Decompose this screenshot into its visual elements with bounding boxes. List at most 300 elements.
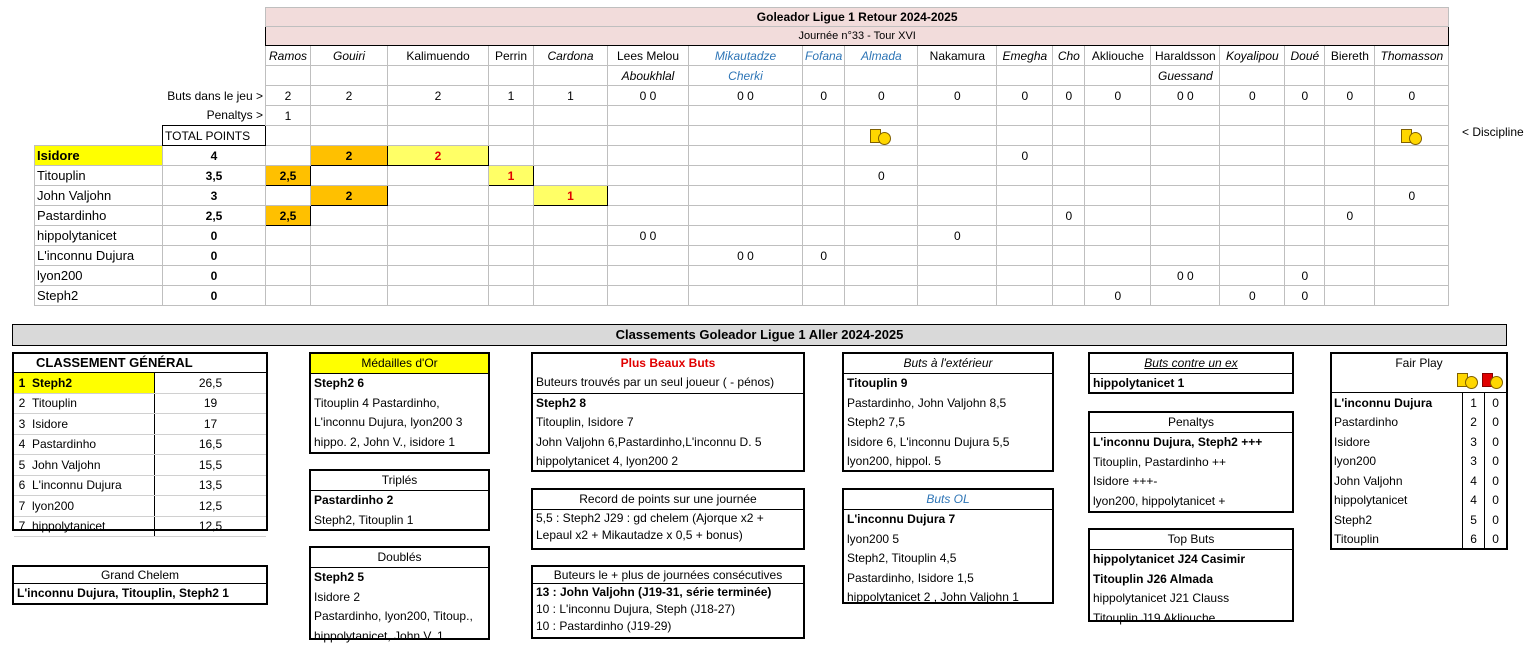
score-cell [918,286,997,306]
classement-row [14,393,266,414]
buts-ol-lines [844,510,1052,608]
score-cell [388,286,489,306]
score-cell: 0 [1285,266,1325,286]
player-header-2 [1085,66,1151,86]
buts-row [35,86,1449,106]
score-cell [388,186,489,206]
text-line: L'inconnu Dujura, Steph2 +++ [1093,435,1263,449]
score-cell [689,206,803,226]
score-cell: 0 [1375,186,1449,206]
record-box [531,488,805,550]
classement-row [14,475,266,496]
classement-row [14,516,266,537]
score-cell [311,206,388,226]
classement-row [14,373,266,393]
player-total: 4 [163,146,266,166]
text-line: Isidore +++- [1093,474,1158,488]
points: 13,5 [155,475,267,496]
total-header-cell [803,126,845,146]
score-cell [997,286,1053,306]
player-header-2 [997,66,1053,86]
top-buts-title: Top Buts [1090,530,1292,550]
doubles-lines [311,568,488,646]
name: Pastardinho [1334,415,1399,430]
total-header-cell [918,126,997,146]
score-cell [1085,246,1151,266]
score-cell [1151,226,1220,246]
score-cell [608,246,689,266]
red-card-smiley-icon [1482,373,1504,387]
total-header-cell [1220,126,1285,146]
player-header: Haraldsson [1151,46,1220,66]
score-cell: 0 [1325,206,1375,226]
rank: 1 [14,373,30,393]
score-cell [1220,226,1285,246]
player-name: hippolytanicet [35,226,163,246]
score-cell [845,146,918,166]
score-cell: 0 [1220,286,1285,306]
text-line: Steph2, Titouplin 4,5 [847,551,957,565]
player-header-2 [1375,66,1449,86]
text-line: Steph2 7,5 [847,415,906,429]
points: 12,5 [155,516,267,537]
score-cell [388,166,489,186]
penalty-cell [311,106,388,126]
player-header-2 [489,66,534,86]
consecutives-box [531,565,805,639]
score-cell [311,246,388,266]
score-cell [1325,186,1375,206]
triples-box [309,469,490,531]
score-cell: 2 [388,146,489,166]
classement-general-table [14,373,266,537]
score-cell: 1 [489,166,534,186]
red-count: 0 [1485,432,1506,452]
score-cell [1325,146,1375,166]
rank: 2 [14,393,30,414]
name: lyon200 [1334,454,1377,469]
buts-cell: 0 [1085,86,1151,106]
exterieur-title: Buts à l'extérieur [844,354,1052,374]
player-header: Biereth [1325,46,1375,66]
points: 15,5 [155,455,267,476]
score-cell: 0 [1085,286,1151,306]
grand-chelem-title: Grand Chelem [14,567,266,584]
score-cell [918,186,997,206]
name: Pastardinho [30,434,155,455]
player-row [35,226,1449,246]
text-line: John Valjohn 6,Pastardinho,L'inconnu D. 5 [536,434,762,449]
score-cell [1220,146,1285,166]
player-header-2: Guessand [1151,66,1220,86]
doubles-title: Doublés [311,548,488,568]
text-line: Titouplin 4 Pastardinho, [314,395,440,410]
total-header-cell [311,126,388,146]
total-header-cell [689,126,803,146]
score-cell [918,266,997,286]
penalty-cell [608,106,689,126]
score-cell [1375,146,1449,166]
players-row-2 [35,66,1449,86]
score-cell [1375,246,1449,266]
penalty-cell [1325,106,1375,126]
text-line: Titouplin 9 [847,376,908,390]
score-cell [266,286,311,306]
buts-cell: 1 [534,86,608,106]
title-row [35,8,1449,27]
buts-cell: 0 [845,86,918,106]
score-cell [1285,146,1325,166]
penalty-cell [803,106,845,126]
player-name: Steph2 [35,286,163,306]
subtitle-row [35,27,1449,46]
rank: 7 [14,516,30,537]
score-cell: 2 [311,186,388,206]
text-line: Pastardinho, Isidore 1,5 [847,570,974,585]
text-line: 5,5 : Steph2 J29 : gd chelem (Ajorque x2 + [536,511,764,525]
fair-play-row [1332,530,1506,550]
player-header-2 [1053,66,1085,86]
score-cell [1085,266,1151,286]
total-header-cell [1325,126,1375,146]
score-cell [1053,146,1085,166]
score-cell: 0 [997,146,1053,166]
fair-play-row [1332,413,1506,433]
yellow-count: 5 [1463,510,1485,530]
player-total: 0 [163,286,266,306]
player-header: Koyalipou [1220,46,1285,66]
score-cell [1085,166,1151,186]
points: 17 [155,414,267,435]
score-cell [689,146,803,166]
player-header-2: Aboukhlal [608,66,689,86]
buts-cell: 0 [918,86,997,106]
player-name: Titouplin [35,166,163,186]
name: John Valjohn [30,455,155,476]
score-cell [1085,146,1151,166]
penalty-cell [918,106,997,126]
score-cell [803,266,845,286]
score-cell [534,266,608,286]
player-header: Akliouche [1085,46,1151,66]
player-row [35,186,1449,206]
player-header: Ramos [266,46,311,66]
yellow-count: 2 [1463,413,1485,433]
player-header-2 [1285,66,1325,86]
fair-play-row [1332,393,1506,413]
text-line: Pastardinho 2 [314,493,394,507]
score-cell [803,286,845,306]
score-cell [1285,166,1325,186]
name: L'inconnu Dujura [1334,395,1433,410]
rank: 5 [14,455,30,476]
text-line: L'inconnu Dujura 7 [847,512,956,526]
yellow-count: 3 [1463,452,1485,472]
text-line: 10 : Pastardinho (J19-29) [536,619,672,633]
page-title: Goleador Ligue 1 Retour 2024-2025 [266,8,1449,27]
name: Isidore [30,414,155,435]
text-line: lyon200 5 [847,531,900,546]
score-cell [311,266,388,286]
beaux-buts-sub: Buteurs trouvés par un seul joueur ( - pénos) [533,373,803,394]
score-cell [388,206,489,226]
classement-row [14,455,266,476]
text-line: hippolytanicet, John V. 1 [314,628,444,643]
score-cell [608,266,689,286]
score-cell [918,166,997,186]
grand-chelem-box [12,565,268,605]
penalty-cell [997,106,1053,126]
score-cell [1285,206,1325,226]
total-header-cell [266,126,311,146]
text-line: Steph2 5 [314,570,365,584]
triples-lines [311,491,488,530]
red-count: 0 [1485,393,1506,413]
player-header-2 [1220,66,1285,86]
player-name: Isidore [35,146,163,166]
score-cell [918,146,997,166]
score-cell [689,226,803,246]
score-cell [1151,186,1220,206]
classement-row [14,496,266,517]
rank: 7 [14,496,30,517]
player-header: Fofana [803,46,845,66]
points: 19 [155,393,267,414]
score-cell [311,286,388,306]
score-cell [997,246,1053,266]
score-cell [534,146,608,166]
score-cell [534,286,608,306]
text-line: Pastardinho, John Valjohn 8,5 [847,395,1007,410]
score-cell [1285,226,1325,246]
score-cell [845,206,918,226]
player-header: Thomasson [1375,46,1449,66]
player-header: Cardona [534,46,608,66]
text-line: Isidore 2 [314,589,361,604]
text-line: hippo. 2, John V., isidore 1 [314,434,455,449]
score-cell [997,266,1053,286]
score-cell [845,286,918,306]
points: 16,5 [155,434,267,455]
score-cell [1375,166,1449,186]
score-cell [1151,146,1220,166]
score-cell [803,226,845,246]
player-name: Pastardinho [35,206,163,226]
score-cell [608,186,689,206]
total-header-cell [997,126,1053,146]
buts-ol-title: Buts OL [844,490,1052,510]
name: hippolytanicet [30,516,155,537]
score-cell [1375,286,1449,306]
score-cell: 0 [803,246,845,266]
contre-ex-title: Buts contre un ex [1090,354,1292,374]
player-header-2 [803,66,845,86]
text-line: 10 : L'inconnu Dujura, Steph (J18-27) [536,602,736,616]
doubles-box [309,546,490,643]
player-row [35,286,1449,306]
classements-band: Classements Goleador Ligue 1 Aller 2024-2025 [12,324,1507,346]
buts-cell: 0 [803,86,845,106]
score-cell [1220,166,1285,186]
buts-cell: 0 0 [689,86,803,106]
score-cell [1151,206,1220,226]
score-cell [534,226,608,246]
score-cell [1053,186,1085,206]
page-subtitle: Journée n°33 - Tour XVI [266,27,1449,46]
score-cell: 0 [1285,286,1325,306]
score-cell [845,226,918,246]
penaltys-box [1088,411,1294,513]
player-name: lyon200 [35,266,163,286]
rank: 4 [14,434,30,455]
triples-title: Triplés [311,471,488,491]
score-cell [1325,166,1375,186]
total-points-label: TOTAL POINTS [163,126,266,146]
penalty-cell [534,106,608,126]
score-cell [1220,186,1285,206]
buts-cell: 0 [1325,86,1375,106]
buts-cell: 0 0 [608,86,689,106]
score-cell [388,266,489,286]
score-cell [489,266,534,286]
yellow-count: 4 [1463,471,1485,491]
red-count: 0 [1485,491,1506,511]
total-header-cell [1375,126,1449,146]
player-header: Nakamura [918,46,997,66]
text-line: hippolytanicet 2 , John Valjohn 1 [847,590,1019,604]
player-header: Mikautadze [689,46,803,66]
score-cell [489,286,534,306]
penaltys-label: Penaltys > [206,108,263,123]
score-cell [388,226,489,246]
total-points-row [35,126,1449,146]
name: Steph2 [1334,512,1373,527]
total-header-cell [845,126,918,146]
score-cell [1325,286,1375,306]
score-cell [803,186,845,206]
medailles-title: Médailles d'Or [311,354,488,374]
score-cell [1325,266,1375,286]
score-cell [608,146,689,166]
buts-cell: 0 [1053,86,1085,106]
text-line: Titouplin J26 Almada [1093,571,1214,586]
penalty-cell [489,106,534,126]
red-count: 0 [1485,510,1506,530]
player-total: 0 [163,226,266,246]
record-lines [533,510,803,544]
score-cell: 2,5 [266,166,311,186]
player-row [35,266,1449,286]
player-header-2: Cherki [689,66,803,86]
yellow-count: 1 [1463,393,1485,413]
fair-play-row [1332,432,1506,452]
text-line: Titouplin J19 Akliouche [1093,610,1216,625]
total-header-cell [1085,126,1151,146]
text-line: hippolytanicet J21 Clauss [1093,591,1230,605]
players-row-1 [35,46,1449,66]
score-cell [489,246,534,266]
score-cell: 0 0 [608,226,689,246]
score-cell: 0 [918,226,997,246]
text-line: Steph2 6 [314,376,365,390]
player-name: John Valjohn [35,186,163,206]
text-line: Pastardinho, lyon200, Titoup., [314,609,473,623]
score-cell [997,166,1053,186]
name: lyon200 [30,496,155,517]
score-cell [1085,186,1151,206]
player-header: Gouiri [311,46,388,66]
score-cell [1151,246,1220,266]
penaltys-row [35,106,1449,126]
score-cell [689,166,803,186]
fair-play-box [1330,352,1508,550]
score-cell [1285,186,1325,206]
score-cell [489,186,534,206]
total-header-cell [1053,126,1085,146]
yellow-card-smiley-icon [870,129,892,143]
medailles-lines [311,374,488,452]
yellow-card-smiley-icon [1457,373,1479,387]
penalty-cell [388,106,489,126]
text-line: hippolytanicet J24 Casimir [1093,552,1246,566]
text-line: Steph2 8 [536,395,587,410]
score-cell: 2 [311,146,388,166]
player-row [35,146,1449,166]
red-count: 0 [1485,452,1506,472]
text-line: lyon200, hippol. 5 [847,454,942,468]
player-total: 0 [163,246,266,266]
buts-cell: 2 [388,86,489,106]
score-cell [845,186,918,206]
yellow-count: 4 [1463,491,1485,511]
contre-ex-line: hippolytanicet 1 [1093,376,1185,390]
score-cell: 0 0 [1151,266,1220,286]
buts-label: Buts dans le jeu > [167,88,263,103]
name: Titouplin [30,393,155,414]
yellow-card-smiley-icon [1401,129,1423,143]
score-cell [1325,226,1375,246]
score-cell [1053,266,1085,286]
score-cell [266,266,311,286]
score-cell [534,206,608,226]
fair-play-row [1332,452,1506,472]
player-header: Perrin [489,46,534,66]
total-header-cell [489,126,534,146]
top-buts-box [1088,528,1294,625]
penalty-cell [1220,106,1285,126]
score-cell [311,226,388,246]
buts-cell: 1 [489,86,534,106]
discipline-label: < Discipline [1462,125,1524,139]
player-total: 0 [163,266,266,286]
score-cell [1085,226,1151,246]
score-cell [1285,246,1325,266]
score-cell [266,226,311,246]
player-header: Emegha [997,46,1053,66]
red-count: 0 [1485,471,1506,491]
player-name: L'inconnu Dujura [35,246,163,266]
score-cell [534,166,608,186]
player-header: Almada [845,46,918,66]
score-cell [266,186,311,206]
total-header-cell [534,126,608,146]
penalty-cell: 1 [266,106,311,126]
score-cell [997,206,1053,226]
red-count: 0 [1485,413,1506,433]
record-title: Record de points sur une journée [533,490,803,510]
buts-ol-box [842,488,1054,604]
score-cell [997,226,1053,246]
